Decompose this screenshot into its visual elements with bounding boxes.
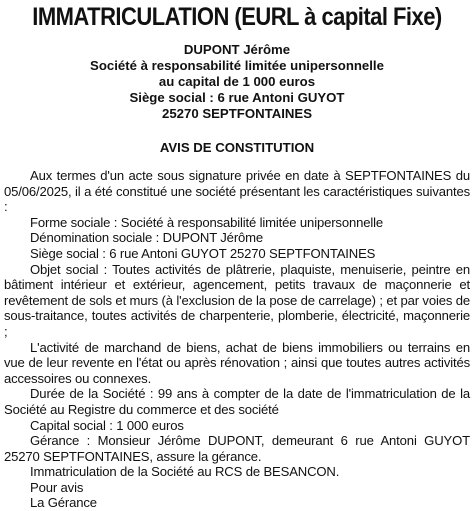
paragraph-signature: La Gérance [30, 495, 97, 511]
company-postcode-city: 25270 SEPTFONTAINES [162, 106, 312, 121]
notice-title: IMMATRICULATION (EURL à capital Fixe) [32, 3, 442, 31]
paragraph-share-capital: Capital social : 1 000 euros [30, 417, 184, 433]
notice-body [4, 168, 470, 511]
paragraph-legal-form: Forme sociale : Société à responsabilité limitée unipersonnelle [30, 214, 384, 230]
company-header [4, 42, 470, 122]
paragraph-company-name: Dénomination sociale : DUPONT Jérôme [30, 230, 264, 246]
paragraph-registration: Immatriculation de la Société au RCS de BESANCON. [30, 464, 340, 480]
company-name: DUPONT Jérôme [183, 42, 291, 57]
paragraph-management: Gérance : Monsieur Jérôme DUPONT, demeurant 6 rue Antoni GUYOT 25270 SEPTFONTAINES, assure la gérance. [4, 433, 470, 464]
paragraph-registered-office: Siège social : 6 rue Antoni GUYOT 25270 SEPTFONTAINES [30, 245, 376, 261]
paragraph-for-notice: Pour avis [30, 479, 84, 495]
company-capital: au capital de 1 000 euros [158, 74, 316, 89]
paragraph-corporate-purpose: Objet social : Toutes activités de plâtrerie, plaquiste, menuiserie, peintre en bâtiment intérieur et extérieur, agencement, petits travaux de maçonnerie et revêtement de sols et murs (à l'exclusion de la pose de carrelage) ; et par voies de sous-traitance, toutes activités de charpenterie, plomberie, électricité, maçonnerie ; [4, 261, 470, 339]
paragraph-real-estate-activity: L'activité de marchand de biens, achat de biens immobiliers ou terrains en vue de leur revente en l'état ou après rénovation ; ainsi que toutes autres activités accessoires ou connexes. [4, 339, 470, 386]
paragraph-duration: Durée de la Société : 99 ans à compter de la date de l'immatriculation de la Société au Registre du commerce et des société [4, 386, 470, 417]
paragraph-intro: Aux termes d'un acte sous signature privée en date à SEPTFONTAINES du 05/06/2025, il a été constitué une société présentant les caractéristiques suivantes : [4, 168, 470, 215]
company-address: Siège social : 6 rue Antoni GUYOT [129, 90, 345, 105]
section-title: AVIS DE CONSTITUTION [159, 140, 315, 155]
company-form: Société à responsabilité limitée unipersonnelle [90, 58, 384, 73]
